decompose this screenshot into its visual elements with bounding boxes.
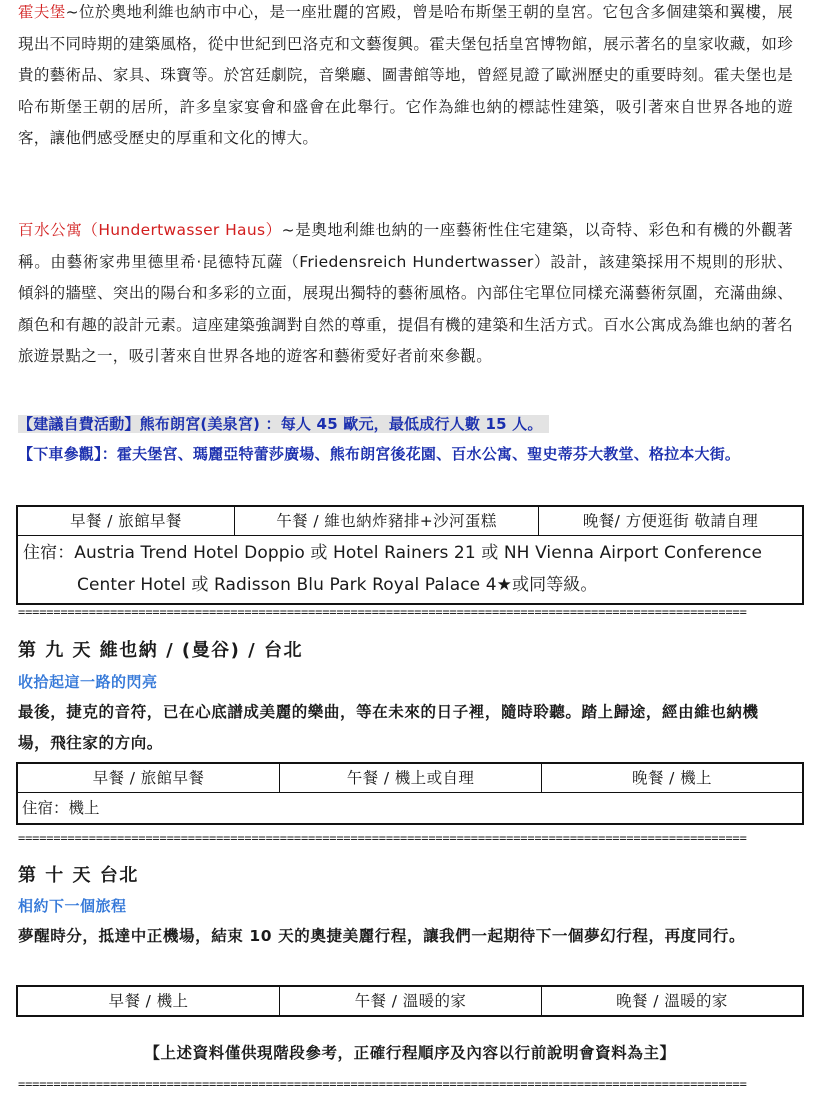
lunch-cell: 午餐 / 機上或自理 [280,764,542,792]
meal-row [18,507,802,536]
day9-stay-row: 住宿：機上 [22,799,100,817]
hofburg-paragraph [18,0,793,155]
separator-1: ======================================================================================================= [18,605,747,619]
day9-meal-table [16,762,804,825]
separator-2: ======================================================================================================= [18,831,747,845]
stay-line-2: Center Hotel 或 Radisson Blu Park Royal Palace 4★或同等級。 [77,575,598,595]
day9-subtitle: 收拾起這一路的閃亮 [18,673,158,691]
hundertwasser-name: 百水公寓（Hundertwasser Haus） [18,221,282,239]
hundertwasser-paragraph [18,215,793,373]
optional-activity: 【建議自費活動】熊布朗宮(美泉宮) ：每人 45 歐元，最低成行人數 15 人。 [18,410,549,439]
breakfast-cell: 早餐 / 機上 [18,987,280,1015]
breakfast-cell: 早餐 / 旅館早餐 [18,507,235,535]
day9-title: 第 九 天 維也納 / (曼谷) / 台北 [18,640,303,661]
day10-text: 夢醒時分，抵達中正機場，結束 10 天的奧捷美麗行程，讓我們一起期待下一個夢幻行程，再度同行。 [18,927,746,945]
disclaimer: 【上述資料僅供現階段參考，正確行程順序及內容以行前說明會資料為主】 [144,1044,676,1062]
lunch-cell: 午餐 / 溫暖的家 [280,987,542,1015]
dinner-cell: 晚餐 / 機上 [632,769,712,787]
day10-title: 第 十 天 台北 [18,865,139,886]
sightseeing-stops: 【下車參觀】：霍夫堡宮、瑪麗亞特蕾莎廣場、熊布朗宮後花園、百水公寓、聖史蒂芬大教堂、格拉本大街。 [18,445,741,463]
hundertwasser-text: ~是奧地利維也納的一座藝術性住宅建築，以奇特、彩色和有機的外觀著稱。由藝術家弗里德里希·昆德特瓦薩（Friedensreich Hundertwasser）設計，該建築採用不規則的形狀、傾斜的牆壁、突出的陽台和多彩的立面，展現出獨特的藝術風格。內部住宅單位同樣充滿藝術氛圍，充滿曲線、顏色和有趣的設計元素。這座建築強調對自然的尊重，提倡有機的建築和生活方式。百水公寓成為維也納的著名旅遊景點之一，吸引著來自世界各地的遊客和藝術愛好者前來參觀。 [18,221,793,365]
day9-text: 最後，捷克的音符，已在心底譜成美麗的樂曲，等在未來的日子裡，隨時聆聽。踏上歸途，經由維也納機場，飛往家的方向。 [18,703,759,752]
day10-subtitle: 相約下一個旅程 [18,897,127,915]
dinner-cell: 晚餐 / 溫暖的家 [616,992,728,1010]
hofburg-name: 霍夫堡 [18,3,66,21]
day8-meal-table [16,505,804,605]
meal-row [18,987,802,1015]
stay-line-1: 住宿：Austria Trend Hotel Doppio 或 Hotel Rainers 21 或 NH Vienna Airport Conference [23,543,763,563]
breakfast-cell: 早餐 / 旅館早餐 [18,764,280,792]
lunch-cell: 午餐 / 維也納炸豬排+沙河蛋糕 [235,507,539,535]
separator-3: ======================================================================================================= [18,1077,747,1091]
meal-row [18,764,802,793]
hofburg-text: ~位於奧地利維也納市中心，是一座壯麗的宮殿，曾是哈布斯堡王朝的皇宮。它包含多個建築和翼樓，展現出不同時期的建築風格，從中世紀到巴洛克和文藝復興。霍夫堡包括皇宮博物館，展示著名的皇家收藏，如珍貴的藝術品、家具、珠寶等。於宮廷劇院，音樂廳、圖書館等地，曾經見證了歐洲歷史的重要時刻。霍夫堡也是哈布斯堡王朝的居所，許多皇家宴會和盛會在此舉行。它作為維也納的標誌性建築，吸引著來自世界各地的遊客，讓他們感受歷史的厚重和文化的博大。 [18,3,793,147]
dinner-cell: 晚餐/ 方便逛街 敬請自理 [582,512,759,530]
day10-meal-table [16,985,804,1017]
day8-stay-row [18,536,802,603]
